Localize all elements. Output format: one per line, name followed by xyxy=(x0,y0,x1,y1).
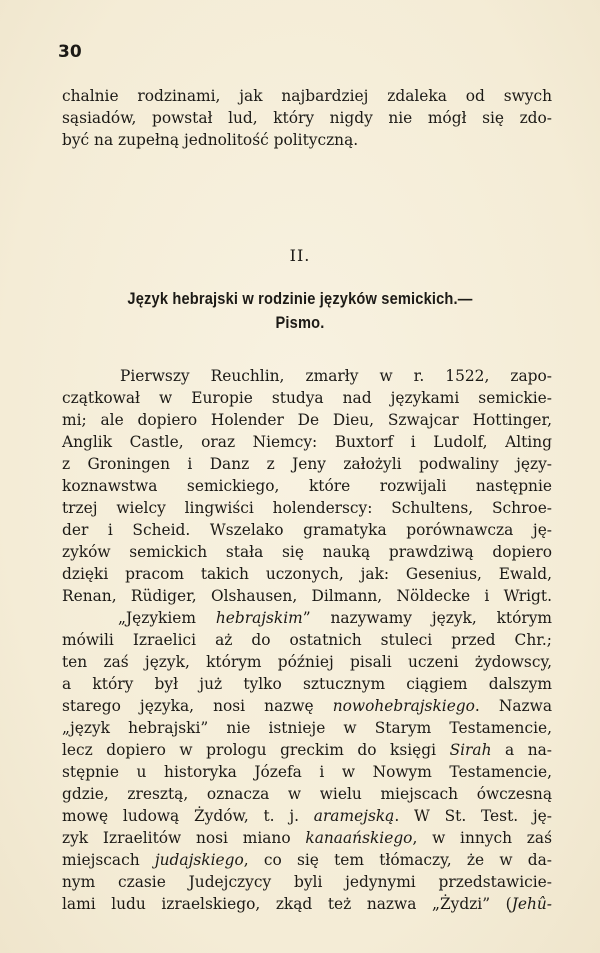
italic-jehu: Jehû- xyxy=(511,895,552,913)
body-line-19: stępnie u historyka Józefa i w Nowym Testamencie, xyxy=(62,763,552,781)
body-line-16: starego języka, nosi nazwę nowohebrajskiego. Nazwa xyxy=(62,697,553,715)
chapter-title-line-1: Język hebrajski w rodzinie języków semickich.— xyxy=(127,289,473,308)
body-line-2: czątkował w Europie studya nad językami semickie- xyxy=(62,389,552,407)
body-line-8: der i Scheid. Wszelako gramatyka porównawcza ję- xyxy=(62,521,552,539)
body-line-14: ten zaś język, którym później pisali uczeni żydowscy, xyxy=(62,653,552,671)
body-line-23: miejscach judajskiego, co się tem tłómaczy, że w da- xyxy=(62,851,552,869)
italic-kanaanskiego: kanaańskiego xyxy=(305,829,413,847)
body-line-18: lecz dopiero w prologu greckim do księgi Sirah a na- xyxy=(62,741,553,759)
body-line-20: gdzie, zresztą, oznacza w wielu miejscach ówczesną xyxy=(62,785,552,803)
body-line-9: zyków semickich stała się nauką prawdziwą dopiero xyxy=(62,543,552,561)
body-line-25: lami ludu izraelskiego, zkąd też nazwa „Żydzi” (Jehû- xyxy=(62,895,552,913)
body-line-11: Renan, Rüdiger, Olshausen, Dilmann, Nöldecke i Wrigt. xyxy=(62,587,552,605)
body-line-17: „język hebrajski” nie istnieje w Starym Testamencie, xyxy=(62,719,552,737)
italic-aramejska: aramejską xyxy=(313,807,395,825)
body-line-21: mowę ludową Żydów, t. j. aramejską. W St. Test. ję- xyxy=(62,807,552,825)
chapter-title-line-2: Pismo. xyxy=(275,313,325,332)
body-line-5: z Groningen i Danz z Jeny założyli podwaliny języ- xyxy=(62,455,552,473)
body-line-15: a który był już tylko sztucznym ciągiem dalszym xyxy=(62,675,552,693)
italic-nowohebrajskiego: nowohebrajskiego xyxy=(332,697,475,715)
italic-sirah: Sirah xyxy=(449,741,492,759)
body-line-10: dzięki pracom takich uczonych, jak: Gesenius, Ewald, xyxy=(62,565,552,583)
intro-line-1: chalnie rodzinami, jak najbardziej zdaleka od swych xyxy=(62,87,552,105)
body-line-7: trzej wielcy lingwiści holenderscy: Schultens, Schroe- xyxy=(62,499,552,517)
italic-hebrajskim: hebrajskim xyxy=(215,609,303,627)
intro-line-3: być na zupełną jednolitość polityczną. xyxy=(62,131,359,149)
intro-line-2: sąsiadów, powstał lud, który nigdy nie mógł się zdo- xyxy=(62,109,552,127)
body-line-24: nym czasie Judejczycy byli jedynymi przedstawicie- xyxy=(62,873,552,891)
body-line-6: koznawstwa semickiego, które rozwijali następnie xyxy=(62,477,552,495)
body-line-12: „Językiem hebrajskim” nazywamy język, którym xyxy=(118,609,552,627)
italic-judajskiego: judajskiego xyxy=(154,851,244,869)
body-line-13: mówili Izraelici aż do ostatnich stuleci przed Chr.; xyxy=(62,631,552,649)
body-line-22: zyk Izraelitów nosi miano kanaańskiego, w innych zaś xyxy=(62,829,552,847)
body-line-4: Anglik Castle, oraz Niemcy: Buxtorf i Ludolf, Alting xyxy=(62,433,552,451)
page-number: 30 xyxy=(58,42,82,62)
body-line-3: mi; ale dopiero Holender De Dieu, Szwajcar Hottinger, xyxy=(62,411,552,429)
chapter-number: II. xyxy=(289,246,311,265)
body-line-1: Pierwszy Reuchlin, zmarły w r. 1522, zapo- xyxy=(120,367,552,385)
